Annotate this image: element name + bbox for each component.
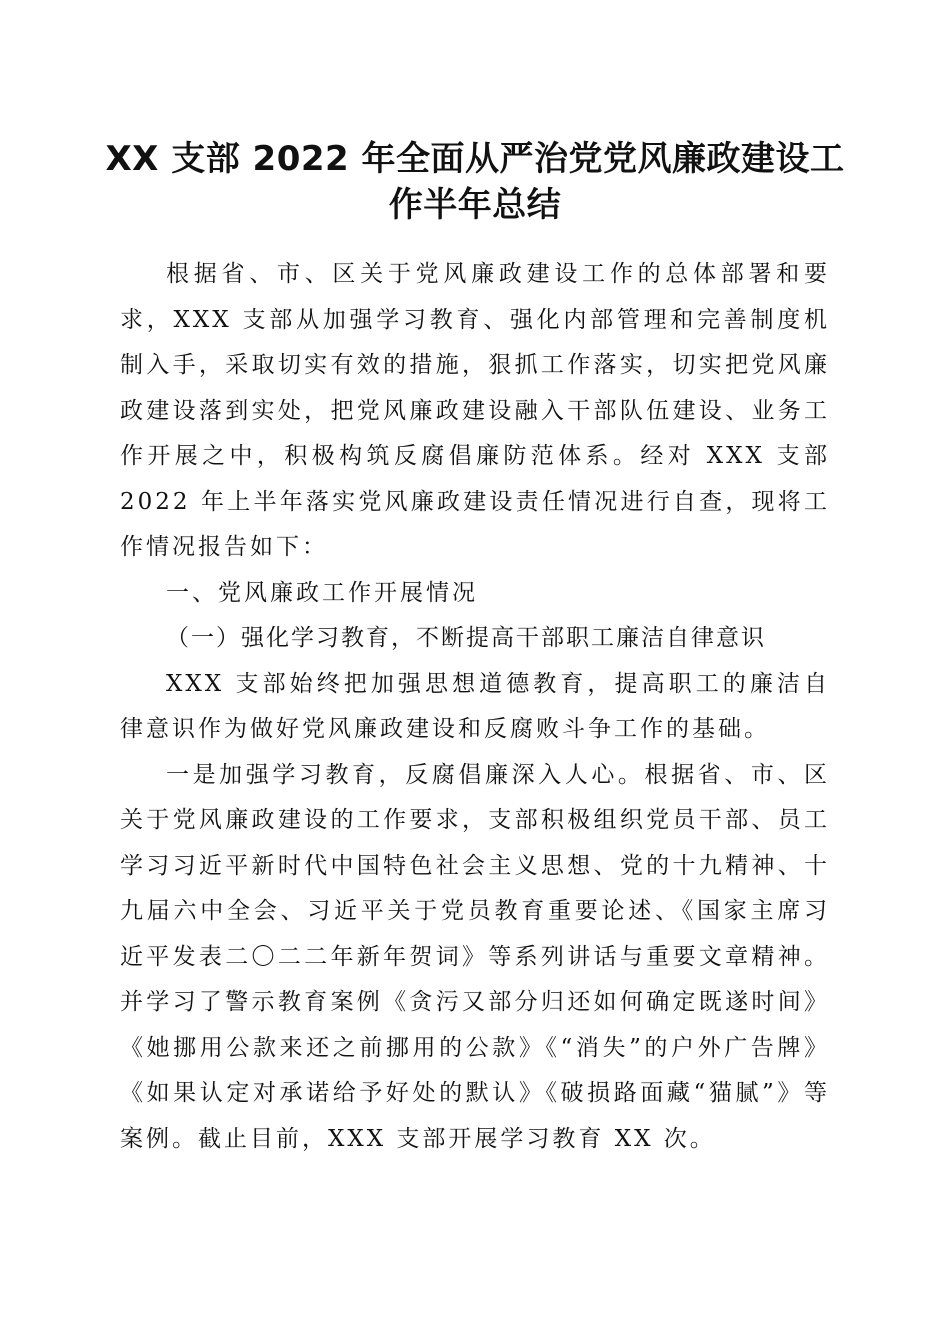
document-title [100, 136, 850, 228]
title-line-1: XX 支部 2022 年全面从严治党党风廉政建设工 [105, 139, 845, 179]
document-body [120, 252, 830, 1162]
subsection-heading-1: （一）强化学习教育，不断提高干部职工廉洁自律意识 [166, 625, 766, 651]
paragraph-2-lead: 一是加强学习教育，反腐倡廉深入人心。 [166, 761, 645, 788]
paragraph-1: XXX 支部始终把加强思想道德教育，提高职工的廉洁自律意识作为做好党风廉政建设和反腐败斗争工作的基础。 [120, 670, 830, 742]
title-line-2: 作半年总结 [388, 185, 562, 225]
section-heading-1: 一、党风廉政工作开展情况 [166, 579, 478, 606]
paragraph-2 [120, 753, 830, 1163]
paragraph-2-text: 根据省、市、区关于党风廉政建设的工作要求，支部积极组织党员干部、员工学习习近平新时代中国特色社会主义思想、党的十九精神、十九届六中全会、习近平关于党员教育重要论述、《国家主席习近平发表二〇二二年新年贺词》等系列讲话与重要文章精神。并学习了警示教育案例《贪污又部分归还如何确定既遂时间》《她挪用公款来还之前挪用的公款》《“消失”的户外广告牌》《如果认定对承诺给予好处的默认》《破损路面藏“猫腻”》等案例。截止目前，XXX 支部开展学习教育 XX 次。 [120, 761, 831, 1152]
intro-paragraph: 根据省、市、区关于党风廉政建设工作的总体部署和要求，XXX 支部从加强学习教育、强化内部管理和完善制度机制入手，采取切实有效的措施，狠抓工作落实，切实把党风廉政建设落到实处，把党风廉政建设融入干部队伍建设、业务工作开展之中，积极构筑反腐倡廉防范体系。经对 XXX 支部 2022 年上半年落实党风廉政建设责任情况进行自查，现将工作情况报告如下： [120, 261, 830, 560]
